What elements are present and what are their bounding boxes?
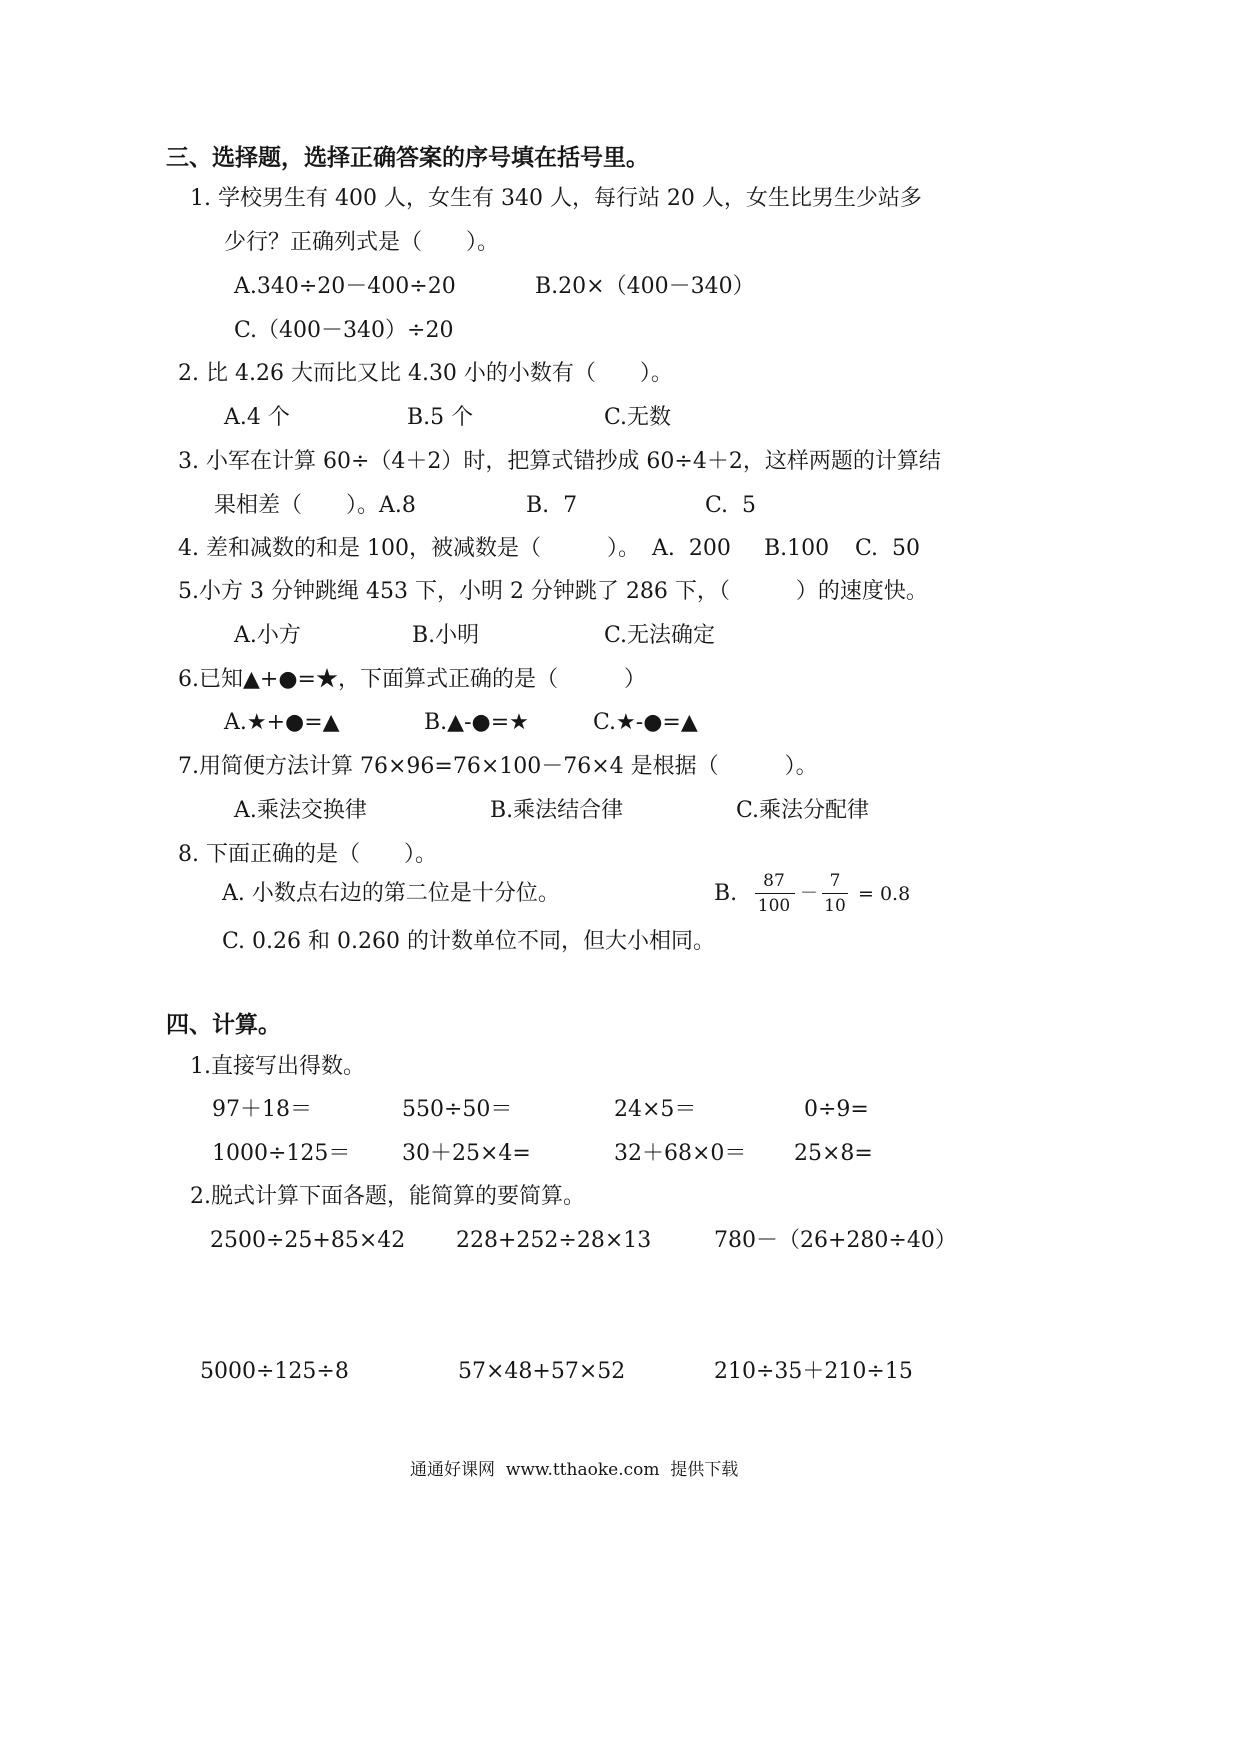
q8-minus-sign: －: [800, 883, 818, 904]
q1-text-line1: 1. 学校男生有 400 人，女生有 340 人，每行站 20 人，女生比男生少站多: [190, 186, 922, 211]
section-3-heading: 三、选择题，选择正确答案的序号填在括号里。: [166, 145, 649, 171]
part2-title: 2.脱式计算下面各题，能简算的要简算。: [190, 1184, 585, 1209]
oral-calc-item: 0÷9=: [804, 1097, 869, 1122]
oral-calc-item: 550÷50＝: [402, 1097, 513, 1122]
oral-calc-item: 1000÷125＝: [212, 1141, 351, 1166]
q8-fraction2-denominator: 10: [824, 896, 846, 916]
q8-fraction2-bar: [822, 893, 848, 894]
q4-text: 4. 差和减数的和是 100，被减数是（ ）。: [178, 536, 640, 561]
oral-calc-item: 30＋25×4=: [402, 1141, 531, 1166]
section-4-heading: 四、计算。: [166, 1012, 281, 1038]
q4-option-a: A. 200: [652, 536, 731, 561]
q6-option-b: B.▲-●=★: [424, 710, 529, 735]
q7-option-b: B.乘法结合律: [490, 798, 624, 823]
q5-text: 5.小方 3 分钟跳绳 453 下，小明 2 分钟跳了 286 下，（ ）的速度快。: [178, 579, 928, 604]
q3-text-line2: 果相差（ ）。A.8: [214, 493, 416, 518]
q8-fraction2-numerator: 7: [829, 871, 841, 891]
q8-option-b-label: B.: [714, 881, 738, 906]
oral-calc-item: 25×8=: [794, 1141, 873, 1166]
page-footer: 通通好课网 www.tthaoke.com 提供下载: [410, 1460, 739, 1480]
q2-option-c: C.无数: [604, 405, 672, 430]
q1-option-a: A.340÷20－400÷20: [234, 274, 456, 299]
q5-option-c: C.无法确定: [604, 623, 716, 648]
q6-option-c: C.★-●=▲: [593, 710, 698, 735]
q3-option-b: B. 7: [526, 493, 578, 518]
q6-text: 6.已知▲+●=★，下面算式正确的是（ ）: [178, 667, 646, 692]
oral-calc-item: 24×5＝: [614, 1097, 697, 1122]
q7-text: 7.用简便方法计算 76×96=76×100－76×4 是根据（ ）。: [178, 754, 818, 779]
q8-text: 8. 下面正确的是（ ）。: [178, 842, 437, 867]
q4-option-b: B.100: [764, 536, 830, 561]
oral-calc-item: 97＋18＝: [212, 1097, 312, 1122]
q8-fraction1-bar: [755, 893, 795, 894]
step-calc-item: 228+252÷28×13: [456, 1228, 652, 1253]
q8-fraction1-denominator: 100: [757, 896, 791, 916]
step-calc-item: 2500÷25+85×42: [210, 1228, 406, 1253]
oral-calc-item: 32＋68×0＝: [614, 1141, 747, 1166]
q5-option-a: A.小方: [234, 623, 301, 648]
q1-option-b: B.20×（400－340）: [535, 274, 755, 299]
step-calc-item: 57×48+57×52: [458, 1359, 626, 1384]
q8-option-c: C. 0.26 和 0.260 的计数单位不同，但大小相同。: [222, 929, 715, 954]
q1-option-c: C.（400－340）÷20: [234, 318, 454, 343]
q7-option-a: A.乘法交换律: [234, 798, 367, 823]
part1-title: 1.直接写出得数。: [190, 1054, 365, 1079]
q4-option-c: C. 50: [855, 536, 921, 561]
q8-fraction-result: = 0.8: [858, 883, 911, 905]
q8-fraction1-numerator: 87: [763, 871, 785, 891]
q1-text-line2: 少行？正确列式是（ ）。: [224, 230, 500, 255]
step-calc-item: 780－（26+280÷40）: [714, 1228, 957, 1253]
q3-text-line1: 3. 小军在计算 60÷（4＋2）时，把算式错抄成 60÷4＋2，这样两题的计算结: [178, 449, 941, 474]
q7-option-c: C.乘法分配律: [736, 798, 870, 823]
step-calc-item: 5000÷125÷8: [200, 1359, 349, 1384]
q8-option-a: A. 小数点右边的第二位是十分位。: [222, 881, 560, 906]
q2-text: 2. 比 4.26 大而比又比 4.30 小的小数有（ ）。: [178, 361, 673, 386]
q3-option-c: C. 5: [705, 493, 757, 518]
q5-option-b: B.小明: [412, 623, 480, 648]
q2-option-b: B.5 个: [407, 405, 474, 430]
q6-option-a: A.★+●=▲: [224, 710, 340, 735]
q2-option-a: A.4 个: [224, 405, 290, 430]
step-calc-item: 210÷35＋210÷15: [714, 1359, 913, 1384]
